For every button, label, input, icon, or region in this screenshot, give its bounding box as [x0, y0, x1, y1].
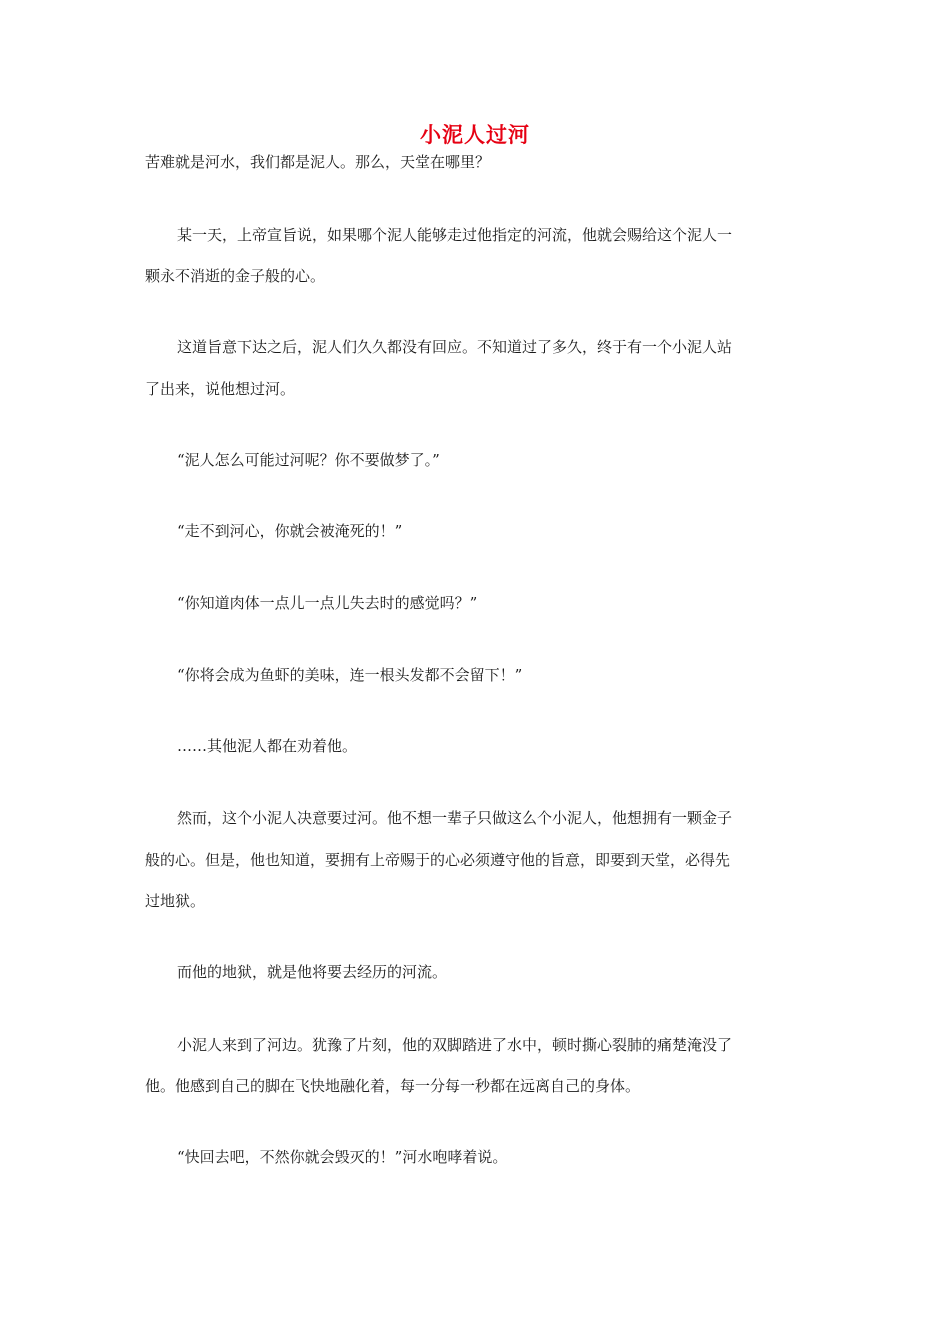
paragraph-line: 而他的地狱，就是他将要去经历的河流。: [177, 963, 448, 981]
paragraph-line: 过地狱。: [145, 892, 206, 910]
dialogue-line: “你知道肉体一点儿一点儿失去时的感觉吗？”: [177, 594, 478, 612]
dialogue-line: “泥人怎么可能过河呢？你不要做梦了。”: [177, 451, 440, 469]
paragraph-line: 这道旨意下达之后，泥人们久久都没有回应。不知道过了多久，终于有一个小泥人站: [177, 338, 733, 356]
dialogue-line: “你将会成为鱼虾的美味，连一根头发都不会留下！”: [177, 666, 523, 684]
paragraph-line: 某一天，上帝宣旨说，如果哪个泥人能够走过他指定的河流，他就会赐给这个泥人一: [177, 226, 733, 244]
paragraph-line: ……其他泥人都在劝着他。: [177, 737, 358, 755]
dialogue-line: “快回去吧，不然你就会毁灭的！”河水咆哮着说。: [177, 1148, 508, 1166]
paragraph-line: 然而，这个小泥人决意要过河。他不想一辈子只做这么个小泥人，他想拥有一颗金子: [177, 809, 733, 827]
paragraph-line: 了出来，说他想过河。: [145, 380, 296, 398]
document-title: 小泥人过河: [420, 122, 530, 147]
dialogue-line: “走不到河心，你就会被淹死的！”: [177, 522, 403, 540]
paragraph-line: 颗永不消逝的金子般的心。: [145, 267, 326, 285]
paragraph-line: 小泥人来到了河边。犹豫了片刻，他的双脚踏进了水中，顿时撕心裂肺的痛楚淹没了: [177, 1036, 733, 1054]
paragraph-line: 他。他感到自己的脚在飞快地融化着，每一分每一秒都在远离自己的身体。: [145, 1077, 641, 1095]
paragraph-line: 般的心。但是，他也知道，要拥有上帝赐于的心必须遵守他的旨意，即要到天堂，必得先: [145, 851, 731, 869]
paragraph-line: 苦难就是河水，我们都是泥人。那么，天堂在哪里？: [145, 153, 491, 171]
